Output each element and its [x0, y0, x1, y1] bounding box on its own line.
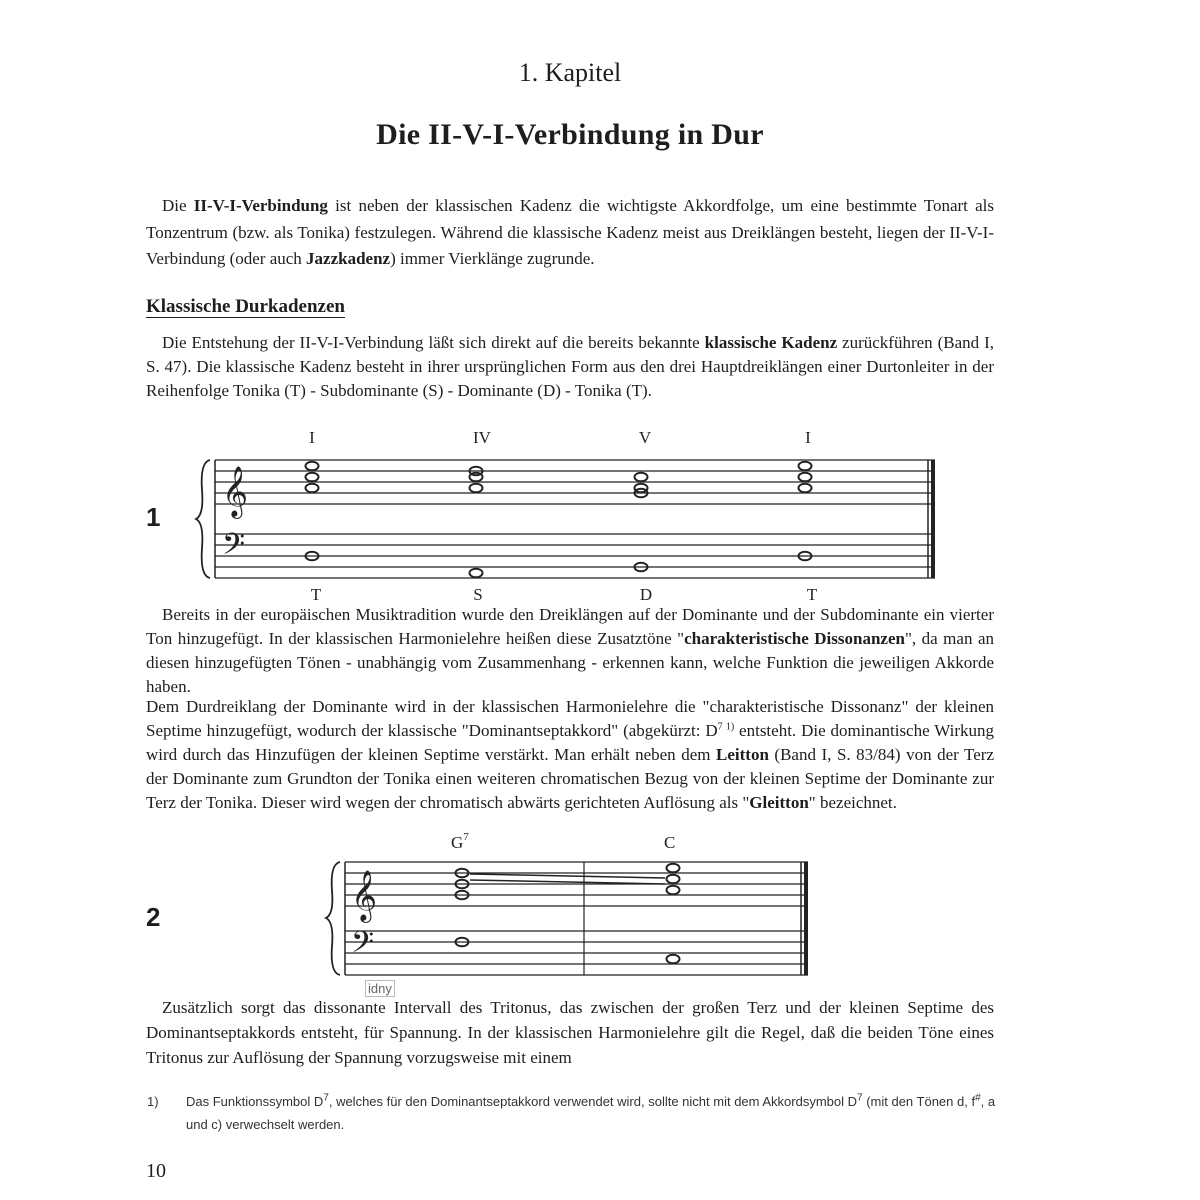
example-2-staff — [326, 862, 808, 975]
text-run: " bezeichnet. — [808, 793, 897, 812]
bass-clef-icon: 𝄢 — [351, 926, 375, 967]
footnote-marker: 1) — [147, 1094, 159, 1109]
chord-symbol-root: G — [451, 833, 464, 852]
text-run: entsteht. Die dominantische Wirkung wird durch das Hinzufügen der kleinen Septime verstärkt. Man erhält neben dem — [146, 721, 994, 764]
text-run: Die Entstehung der II-V-I-Verbindung läßt sich direkt auf die bereits bekannte — [162, 333, 705, 352]
paragraph-4: Zusätzlich sorgt das dissonante Intervall des Tritonus, das zwischen der großen Terz und der kleinen Septime des Dominantseptakkords entsteht, für Spannung. In der klassischen Harmonielehre gilt die Regel, daß die beiden Töne eines Tritonus zur Auflösung der Spannung vorzugsweise mit einem — [146, 998, 994, 1067]
bold-term: Leitton — [716, 745, 769, 764]
whole-note — [470, 484, 483, 493]
whole-note — [306, 462, 319, 471]
function-label: T — [310, 585, 322, 604]
whole-note — [799, 462, 812, 471]
example-number-2: 2 — [146, 902, 161, 932]
text-run: (mit den Tönen d, f — [862, 1094, 976, 1109]
whole-note — [306, 484, 319, 493]
bold-term: klassische Kadenz — [704, 333, 838, 352]
chord-symbol: C — [664, 833, 676, 852]
function-label: T — [806, 585, 818, 604]
paragraph-2 — [146, 603, 994, 699]
text-run: ) immer Vierklänge zugrunde. — [390, 249, 595, 268]
text-run: ist neben der klassischen Kadenz die wichtigste Akkordfolge, um eine bestimmte Tonart als Tonzentrum (bzw. als Tonika) festzulegen. Während die klassische Kadenz meist aus Dreiklängen besteht, liegen der II-V-I-Verbindung (oder auch — [146, 196, 995, 268]
chord-symbol — [451, 831, 469, 852]
whole-note — [799, 484, 812, 493]
footnote-reference: 7 1) — [717, 721, 735, 733]
superscript: 7 — [857, 1092, 863, 1104]
page-number: 10 — [146, 1160, 166, 1182]
whole-note — [667, 864, 680, 873]
chapter-label: 1. Kapitel — [518, 58, 622, 87]
function-label: D — [639, 585, 653, 604]
bold-term: II-V-I-Verbindung — [193, 196, 328, 215]
roman-numeral: I — [309, 428, 315, 447]
text-run: Die — [162, 196, 194, 215]
whole-note — [667, 875, 680, 884]
roman-numeral: I — [805, 428, 811, 447]
bold-term: Jazzkadenz — [306, 249, 391, 268]
whole-note — [470, 569, 483, 578]
example-1-staff — [196, 460, 935, 578]
bass-clef-icon: 𝄢 — [222, 528, 246, 569]
whole-note — [799, 473, 812, 482]
watermark-stamp: idny — [365, 980, 395, 997]
treble-clef-icon: 𝄞 — [222, 466, 249, 517]
whole-note — [667, 886, 680, 895]
section-heading: Klassische Durkadenzen — [146, 296, 345, 317]
bold-term: charakteristische Dissonanzen — [684, 629, 905, 648]
bold-term: Gleitton — [749, 793, 809, 812]
roman-numeral: IV — [473, 428, 491, 447]
text-run: , welches für den Dominantseptakkord verwendet wird, sollte nicht mit dem Akkordsymbol D — [328, 1094, 858, 1109]
function-label: S — [473, 585, 483, 604]
paragraph-3 — [146, 695, 994, 815]
example-number-1: 1 — [146, 502, 161, 532]
superscript: 7 — [323, 1092, 329, 1104]
footnote-text — [186, 1090, 996, 1136]
chord-symbol-extension: 7 — [463, 831, 469, 843]
text-run: Dem Durdreiklang der Dominante wird in der klassischen Harmonielehre die "charakteristische Dissonanz" der kleinen Septime hinzugefügt, wodurch der klassische "Dominantseptakkord" (abgekürzt: D — [146, 697, 994, 740]
roman-numeral: V — [638, 428, 652, 447]
text-run: zurückführen (Band I, S. 47). Die klassische Kadenz besteht in ihrer ursprünglichen Form aus den drei Hauptdreiklängen einer Durtonleiter in der Reihenfolge Tonika (T) - Subdominante (S) - Dominante (D) - Tonika (T). — [146, 333, 994, 400]
whole-note — [635, 473, 648, 482]
whole-note — [470, 473, 483, 482]
example-2-notes — [456, 864, 680, 964]
whole-note — [667, 955, 680, 964]
whole-note — [306, 473, 319, 482]
text-run: Bereits in der europäischen Musiktradition wurde den Dreiklängen auf der Dominante und der Subdominante ein vierter Ton hinzugefügt. In der klassischen Harmonielehre heißen diese Zusatztöne " — [146, 605, 994, 648]
text-run: ", da man an diesen hinzugefügten Tönen - unabhängig vom Zusammenhang - erkennen kann, welche Funktion die jeweiligen Akkorde haben. — [146, 629, 994, 696]
text-run: (Band I, S. 83/84) von der Terz der Dominante zum Grundton der Tonika einen weiteren chromatischen Bezug von der kleinen Septime der Dominante zur Terz der Tonika. Dieser wird wegen der chromatisch abwärts gerichteten Auflösung als " — [146, 745, 994, 812]
superscript: # — [975, 1092, 981, 1104]
treble-clef-icon: 𝄞 — [351, 870, 378, 921]
text-run: Das Funktionssymbol D — [186, 1094, 324, 1109]
example-1-notes — [306, 462, 812, 578]
text-run: , a und c) verwechselt werden. — [186, 1094, 996, 1132]
page-title: Die II-V-I-Verbindung in Dur — [376, 118, 764, 151]
